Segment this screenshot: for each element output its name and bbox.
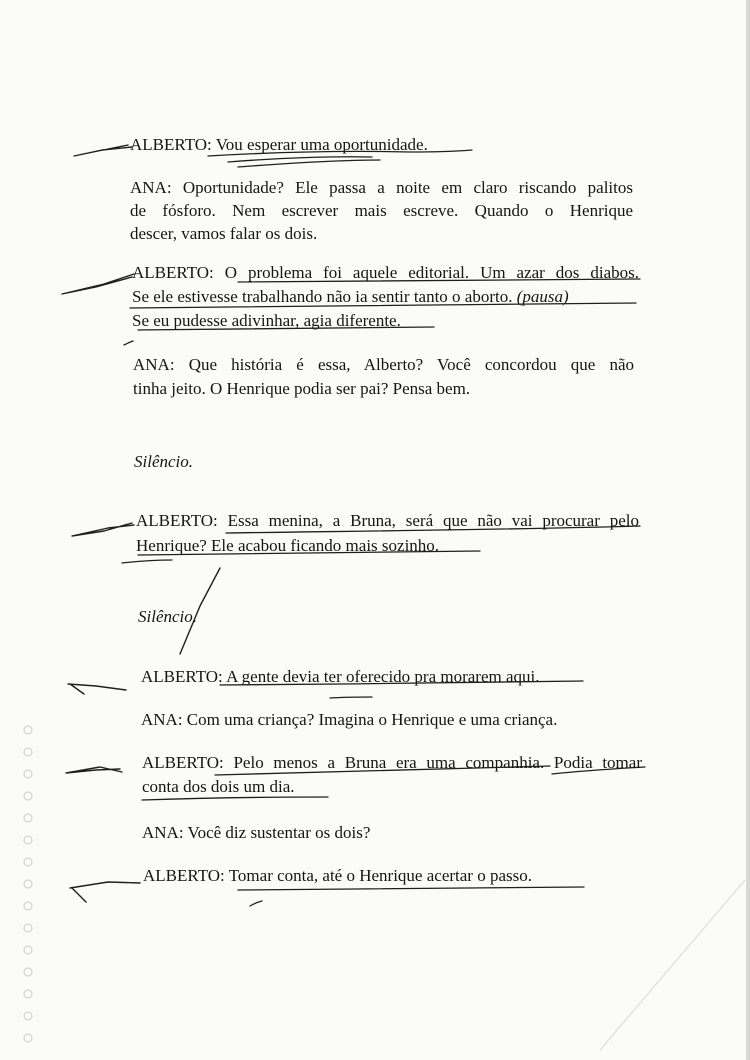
- dialogue-line: ANA: Com uma criança? Imagina o Henrique e uma criança.: [141, 710, 558, 729]
- dialogue-line: conta dos dois um dia.: [142, 777, 295, 796]
- dialogue-line: ALBERTO: A gente devia ter oferecido pra morarem aqui.: [141, 667, 540, 686]
- dialogue-line: ALBERTO: Tomar conta, até o Henrique acertar o passo.: [143, 866, 532, 885]
- dialogue-line: [132, 287, 569, 307]
- dialogue-line: ANA: Oportunidade? Ele passa a noite em claro riscando palitos: [130, 178, 633, 197]
- dialogue-line: ALBERTO: Vou esperar uma oportunidade.: [130, 135, 428, 154]
- stage-direction: (pausa): [516, 287, 569, 306]
- page-edge: [746, 0, 750, 1060]
- dialogue-line: Henrique? Ele acabou ficando mais sozinho.: [136, 536, 440, 555]
- stage-direction: Silêncio.: [138, 607, 198, 626]
- dialogue-line: ANA: Que história é essa, Alberto? Você concordou que não: [133, 355, 634, 374]
- dialogue-line: ALBERTO: Essa menina, a Bruna, será que não vai procurar pelo: [136, 511, 639, 530]
- dialogue-line: tinha jeito. O Henrique podia ser pai? Pensa bem.: [133, 379, 471, 398]
- dialogue-line: ALBERTO: O problema foi aquele editorial. Um azar dos diabos.: [132, 263, 639, 282]
- stage-direction: Silêncio.: [134, 452, 194, 471]
- dialogue-line: descer, vamos falar os dois.: [130, 224, 318, 243]
- dialogue-text: Se ele estivesse trabalhando não ia sentir tanto o aborto.: [132, 287, 517, 306]
- dialogue-line: ALBERTO: Pelo menos a Bruna era uma companhia. Podia tomar: [142, 753, 642, 772]
- dialogue-line: Se eu pudesse adivinhar, agia diferente.: [132, 311, 401, 330]
- dialogue-line: ANA: Você diz sustentar os dois?: [142, 823, 371, 842]
- dialogue-line: de fósforo. Nem escrever mais escreve. Quando o Henrique: [130, 201, 633, 220]
